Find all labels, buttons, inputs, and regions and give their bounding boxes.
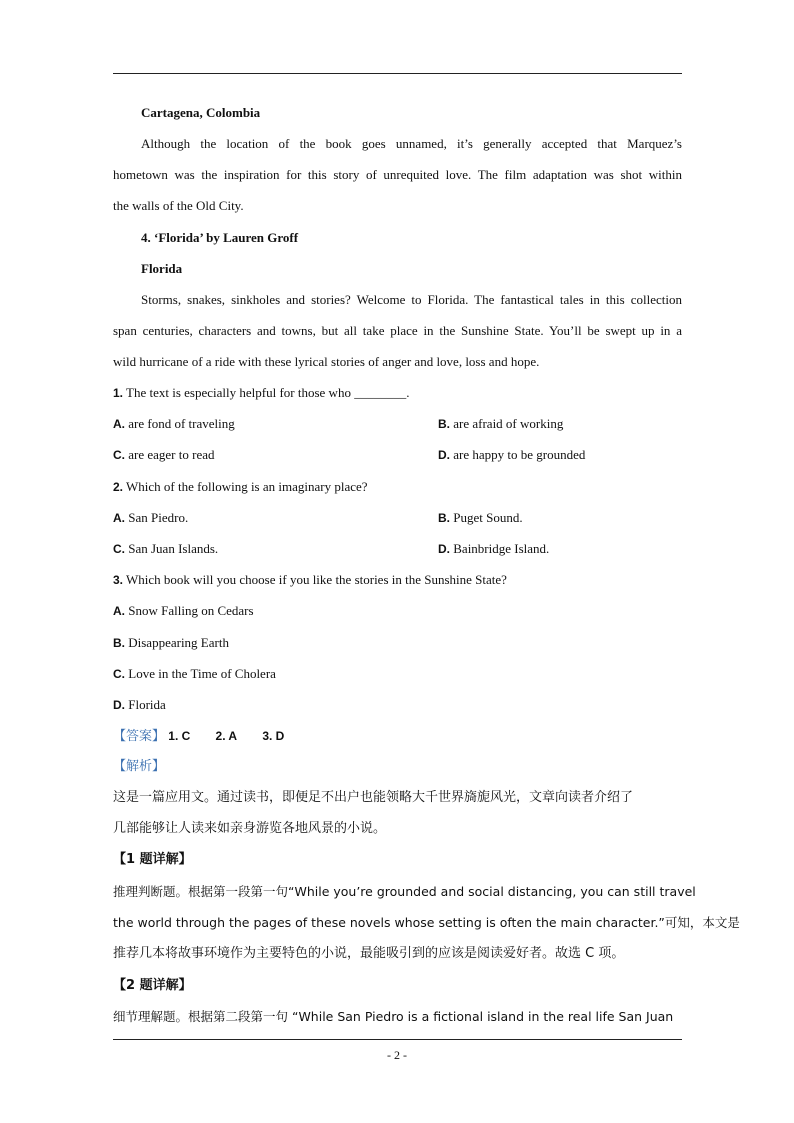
paragraph-line: wild hurricane of a ride with these lyrical stories of anger and love, loss and hope. (113, 354, 540, 369)
option-a: A. Snow Falling on Cedars (113, 603, 254, 618)
detail-label: 【1 题详解】 (113, 852, 192, 867)
option-b: B. Puget Sound. (438, 510, 523, 525)
question-number: 3. (113, 573, 124, 587)
question-2 (113, 478, 682, 496)
paragraph-line: span centuries, characters and towns, but all take place in the Sunshine State. You’ll be swept up in a (113, 323, 682, 338)
option-a: A. are fond of traveling (113, 416, 235, 431)
section-heading: Cartagena, Colombia (141, 105, 261, 120)
option-c: C. San Juan Islands. (113, 541, 219, 556)
question-1 (113, 384, 682, 402)
answer-row (113, 727, 682, 746)
detail-line: the world through the pages of these novels whose setting is often the main character.”可知，本文是 (113, 915, 740, 930)
page-number: - 2 - (387, 1048, 407, 1062)
option-d: D. Bainbridge Island. (438, 541, 550, 556)
book-title: 4. ‘Florida’ by Lauren Groff (141, 230, 299, 245)
option-c: C. are eager to read (113, 447, 215, 462)
paragraph-line: Storms, snakes, sinkholes and stories? Welcome to Florida. The fantastical tales in this collection (141, 292, 682, 307)
option-a: A. San Piedro. (113, 510, 189, 525)
question-text: The text is especially helpful for those who ________. (126, 385, 410, 400)
detail-line: 推荐几本将故事环境作为主要特色的小说，最能吸引到的应该是阅读爱好者。故选 C 项。 (113, 946, 625, 961)
answer-item: 2. A (215, 729, 238, 743)
answer-label: 【答案】 (113, 729, 166, 744)
detail-line: 细节理解题。根据第二段第一句 “While San Piedro is a fictional island in the real life San Juan (113, 1009, 674, 1024)
analysis-line: 这是一篇应用文。通过读书，即便足不出户也能领略大千世界旖旎风光，文章向读者介绍了 (113, 790, 634, 805)
option-b: B. Disappearing Earth (113, 635, 229, 650)
question-text: Which book will you choose if you like the stories in the Sunshine State? (126, 572, 507, 587)
option-d: D. are happy to be grounded (438, 447, 586, 462)
analysis-label: 【解析】 (113, 759, 166, 774)
paragraph-line: Although the location of the book goes unnamed, it’s generally accepted that Marquez’s (141, 136, 682, 151)
option-d: D. Florida (113, 697, 166, 712)
question-3 (113, 571, 682, 589)
option-c: C. Love in the Time of Cholera (113, 666, 276, 681)
header-rule (113, 73, 682, 74)
paragraph-line: the walls of the Old City. (113, 198, 244, 213)
section-heading: Florida (141, 261, 183, 276)
option-b: B. are afraid of working (438, 416, 564, 431)
footer-rule (113, 1039, 682, 1040)
question-text: Which of the following is an imaginary place? (126, 479, 368, 494)
answer-item: 1. C (168, 729, 191, 743)
detail-line: 推理判断题。根据第一段第一句“While you’re grounded and social distancing, you can still travel (113, 884, 696, 899)
paragraph-line: hometown was the inspiration for this story of unrequited love. The film adaptation was shot within (113, 167, 682, 182)
question-number: 1. (113, 386, 124, 400)
detail-label: 【2 题详解】 (113, 978, 192, 993)
answer-item: 3. D (262, 729, 285, 743)
analysis-line: 几部能够让人读来如亲身游览各地风景的小说。 (113, 821, 387, 836)
question-number: 2. (113, 480, 124, 494)
